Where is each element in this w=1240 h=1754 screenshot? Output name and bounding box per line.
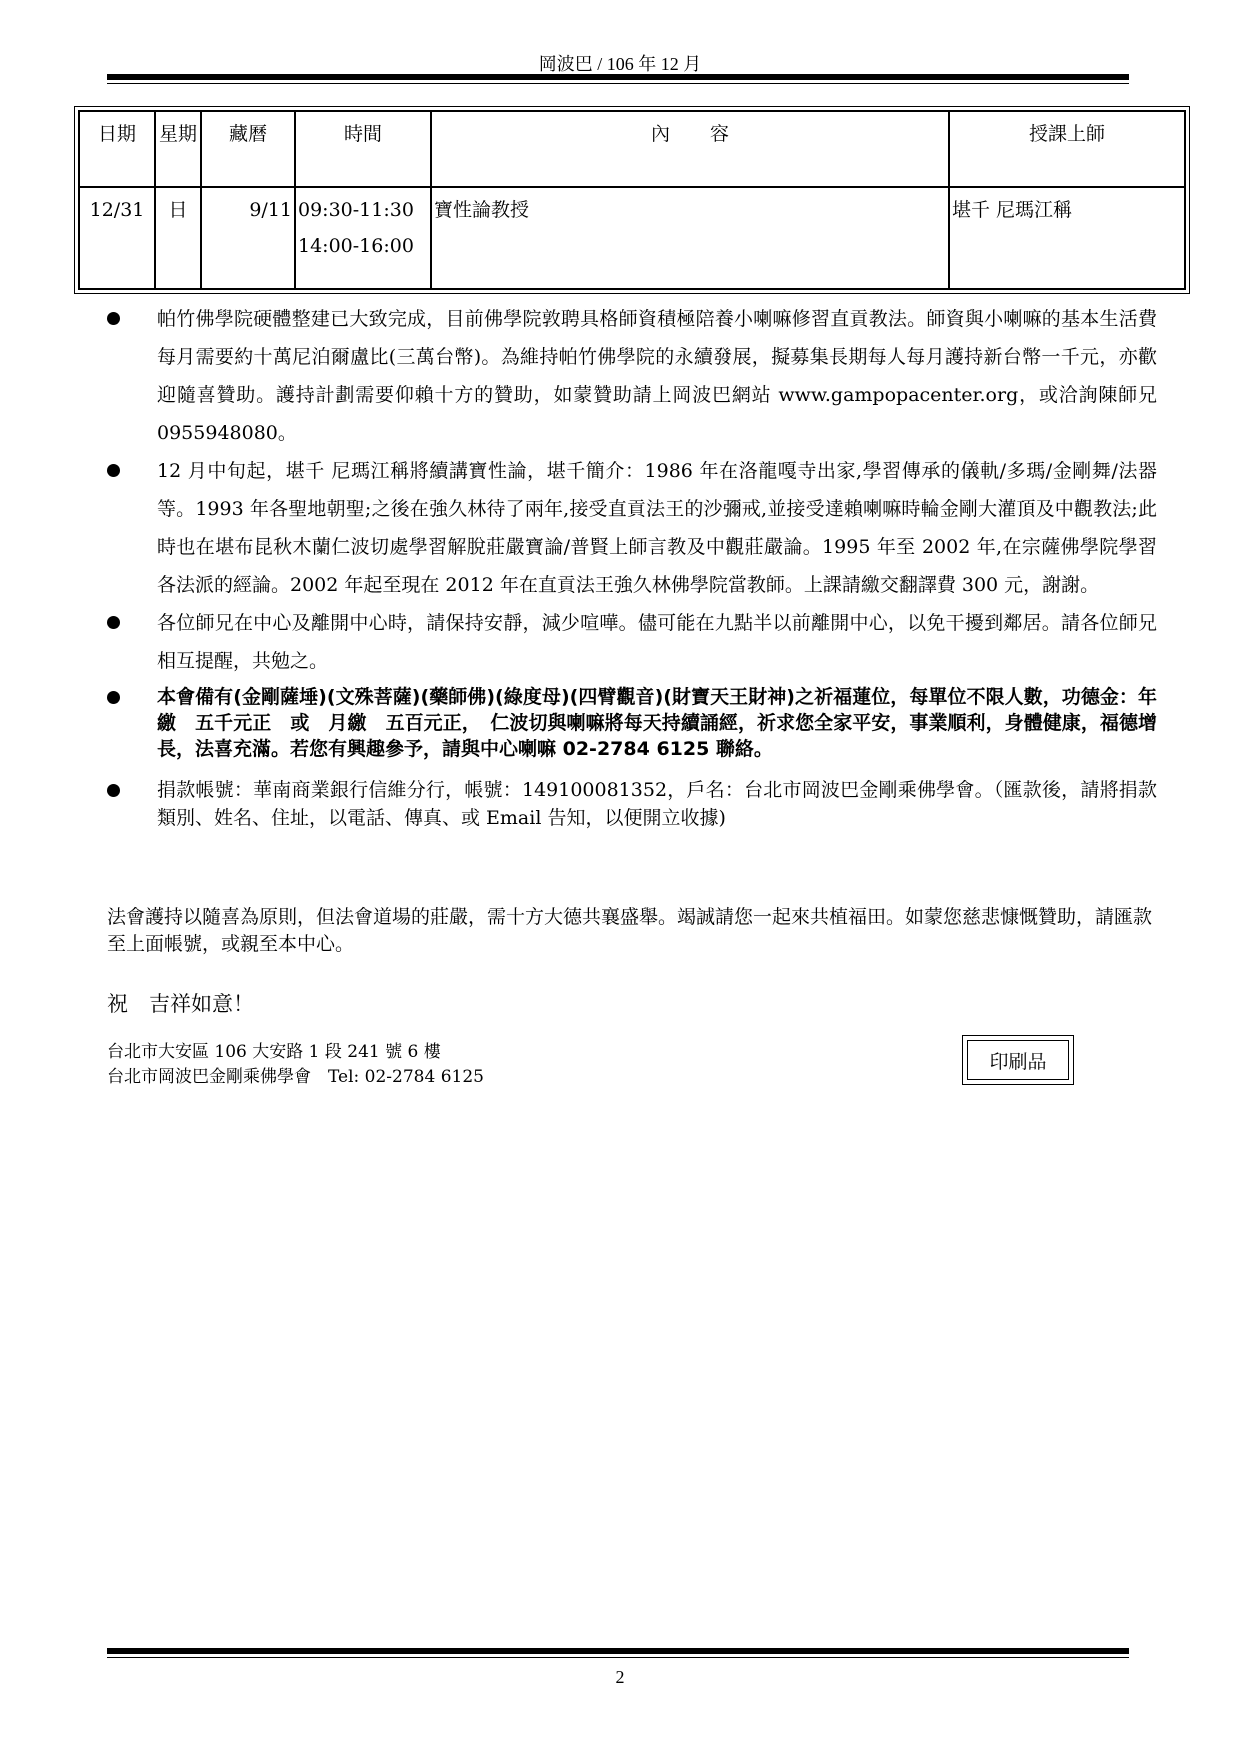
organization-line: 台北市岡波巴金剛乘佛學會 Tel: 02-2784 6125 xyxy=(107,1067,484,1087)
notice-text: 12 月中旬起，堪千 尼瑪江稱將續講寶性論，堪千簡介：1986 年在洛龍嘎寺出家,學習傳承的儀軌/多瑪/金剛舞/法器等。1993 年各聖地朝聖;之後在強久林待了兩年,接受直貢法王的沙彌戒,並接受達賴喇嘛時輪金剛大灌頂及中觀教法;此時也在堪布昆秋木蘭仁波切處學習解脫莊嚴寶論/普賢上師言教及中觀莊嚴論。1995 年至 2002 年,在宗薩佛學院學習各法派的經論。2002 年起至現在 2012 年在直貢法王強久林佛學院當教師。上課請繳交翻譯費 300 元，謝謝。 xyxy=(157,460,1157,596)
page-header-title: 岡波巴 / 106 年 12 月 xyxy=(538,54,702,74)
header-tibetan-calendar: 藏曆 xyxy=(201,111,295,187)
printed-matter-box xyxy=(962,1035,1074,1085)
cell-time-morning: 09:30-11:30 xyxy=(298,199,414,221)
notice-item xyxy=(107,776,1157,832)
bullet-dot-icon xyxy=(107,616,120,629)
schedule-table-frame xyxy=(74,106,1190,294)
header-time: 時間 xyxy=(295,111,431,187)
schedule-table xyxy=(78,110,1186,290)
notice-item xyxy=(107,452,1157,604)
notice-item xyxy=(107,604,1157,680)
notice-text: 本會備有(金剛薩埵)(文殊菩薩)(藥師佛)(綠度母)(四臂觀音)(財寶天王財神)之祈福蓮位，每單位不限人數，功德金：年繳 五千元正 或 月繳 五百元正， 仁波切與喇嘛將每天持續誦經，祈求您全家平安，事業順利，身體健康，福德增長，法喜充滿。若您有興趣參予，請與中心喇嘛 02-2784 6125 聯絡。 xyxy=(157,686,1157,760)
header-content: 內容 xyxy=(431,111,949,187)
notice-text: 捐款帳號：華南商業銀行信維分行，帳號：149100081352，戶名：台北市岡波巴金剛乘佛學會。（匯款後，請將捐款類別、姓名、住址，以電話、傳真、或 Email 告知，以便開立收據) xyxy=(157,779,1157,829)
notice-text: 各位師兄在中心及離開中心時，請保持安靜，減少喧嘩。儘可能在九點半以前離開中心，以免干擾到鄰居。請各位師兄相互提醒，共勉之。 xyxy=(157,612,1157,672)
notice-list xyxy=(107,300,1157,832)
printed-matter-label: 印刷品 xyxy=(967,1040,1069,1080)
cell-time-afternoon: 14:00-16:00 xyxy=(298,235,414,257)
cell-time xyxy=(295,187,431,289)
schedule-row xyxy=(79,187,1185,289)
footer-rule-thick xyxy=(107,1648,1129,1654)
cell-weekday: 日 xyxy=(155,187,201,289)
address-line: 台北市大安區 106 大安路 1 段 241 號 6 樓 xyxy=(107,1042,441,1062)
header-rule-thick xyxy=(107,74,1129,80)
donation-note: 法會護持以隨喜為原則，但法會道場的莊嚴，需十方大德共襄盛舉。竭誠請您一起來共植福田。如蒙您慈悲慷慨贊助，請匯款至上面帳號，或親至本中心。 xyxy=(107,906,1153,955)
cell-date: 12/31 xyxy=(79,187,155,289)
notice-item-highlight xyxy=(107,684,1157,762)
cell-tibetan-calendar: 9/11 xyxy=(201,187,295,289)
cell-content: 寶性論教授 xyxy=(431,187,949,289)
page-number: 2 xyxy=(615,1667,625,1687)
bullet-dot-icon xyxy=(107,312,120,325)
header-date: 日期 xyxy=(79,111,155,187)
bullet-dot-icon xyxy=(107,464,120,477)
address-block xyxy=(107,1040,484,1090)
notice-item xyxy=(107,300,1157,452)
header-weekday: 星期 xyxy=(155,111,201,187)
blessing-text: 祝 吉祥如意！ xyxy=(107,992,254,1016)
cell-teacher: 堪千 尼瑪江稱 xyxy=(949,187,1185,289)
notice-text: 帕竹佛學院硬體整建已大致完成，目前佛學院敦聘具格師資積極陪養小喇嘛修習直貢教法。師資與小喇嘛的基本生活費每月需要約十萬尼泊爾盧比(三萬台幣)。為維持帕竹佛學院的永續發展，擬募集長期每人每月護持新台幣一千元，亦歡迎隨喜贊助。護持計劃需要仰賴十方的贊助，如蒙贊助請上岡波巴網站 www.gampopacenter.org，或洽詢陳師兄 0955948080。 xyxy=(157,308,1157,444)
bullet-dot-icon xyxy=(107,691,120,704)
header-teacher: 授課上師 xyxy=(949,111,1185,187)
header-rule-thin xyxy=(107,83,1129,84)
footer-rule-thin xyxy=(107,1657,1129,1658)
bullet-dot-icon xyxy=(107,784,120,797)
schedule-header-row xyxy=(79,111,1185,187)
